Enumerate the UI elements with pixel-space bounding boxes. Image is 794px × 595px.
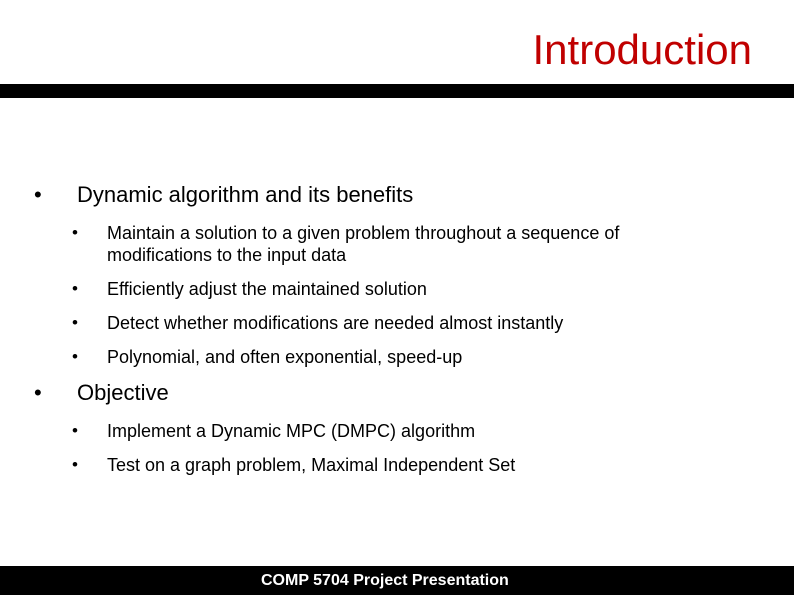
bullet-icon: • — [34, 182, 42, 207]
bullet-icon: • — [72, 347, 78, 366]
slide-title: Introduction — [532, 26, 752, 73]
bullet-icon: • — [72, 421, 78, 440]
list-item: Test on a graph problem, Maximal Independent Set — [107, 455, 516, 475]
list-item: Implement a Dynamic MPC (DMPC) algorithm — [107, 421, 476, 441]
list-item: Polynomial, and often exponential, speed-up — [107, 347, 463, 367]
title-divider — [0, 84, 794, 98]
bullet-icon: • — [72, 455, 78, 474]
footer-bar — [0, 566, 794, 595]
bullet-icon: • — [34, 380, 42, 405]
list-item: Detect whether modifications are needed almost instantly — [107, 313, 564, 333]
list-item: Maintain a solution to a given problem throughout a sequence of modifications to the input data — [107, 223, 620, 265]
bullet-icon: • — [72, 313, 78, 332]
section-heading-objective: Objective — [77, 380, 169, 405]
section-heading-dynamic-algorithm: Dynamic algorithm and its benefits — [77, 182, 414, 207]
bullet-icon: • — [72, 223, 78, 242]
list-item: Efficiently adjust the maintained solution — [107, 279, 427, 299]
bullet-icon: • — [72, 279, 78, 298]
footer-text: COMP 5704 Project Presentation — [261, 572, 509, 589]
